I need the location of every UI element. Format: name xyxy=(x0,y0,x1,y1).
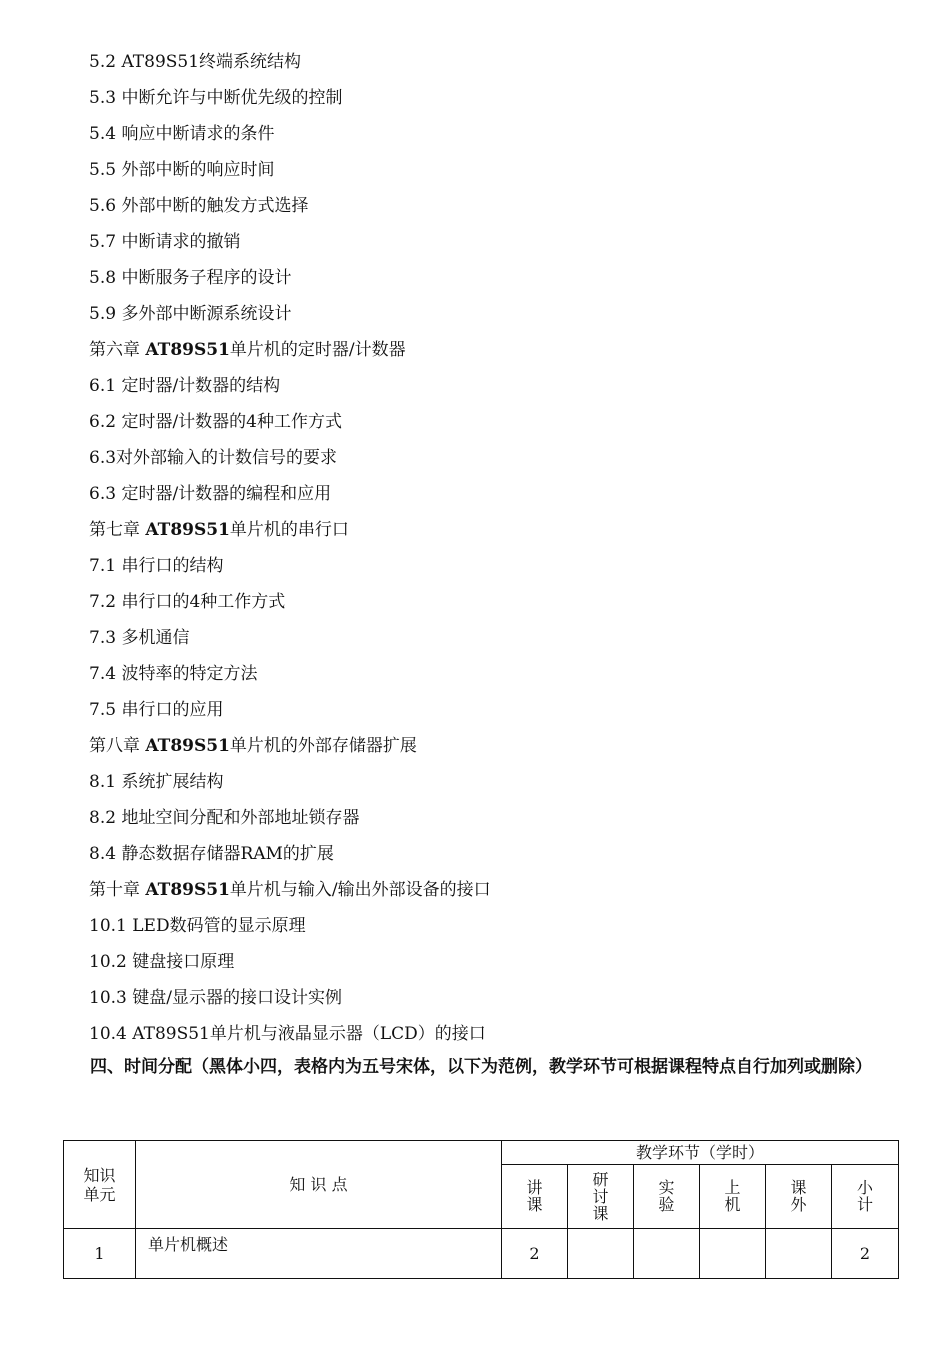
outline-line: 6.1 定时器/计数器的结构 xyxy=(89,376,281,396)
outline-line: 5.8 中断服务子程序的设计 xyxy=(89,268,292,288)
outline-line: 7.2 串行口的4种工作方式 xyxy=(89,592,286,612)
header-group: 教学环节（学时） xyxy=(502,1141,899,1165)
time-allocation-table xyxy=(63,1140,899,1279)
header-point: 知 识 点 xyxy=(136,1141,502,1229)
outline-line: 7.1 串行口的结构 xyxy=(89,556,224,576)
header-subcol: 小计 xyxy=(832,1165,899,1229)
outline-line: 5.3 中断允许与中断优先级的控制 xyxy=(89,88,343,108)
table-row xyxy=(64,1229,899,1279)
header-unit: 知识单元 xyxy=(64,1141,136,1229)
outline-line: 8.4 静态数据存储器RAM的扩展 xyxy=(89,844,334,864)
outline-line: 8.1 系统扩展结构 xyxy=(89,772,224,792)
outline-line: 第八章 AT89S51单片机的外部存储器扩展 xyxy=(89,736,417,756)
cell-point: 单片机概述 xyxy=(136,1229,502,1279)
cell-unit: 1 xyxy=(64,1229,136,1279)
outline-line: 5.6 外部中断的触发方式选择 xyxy=(89,196,309,216)
outline-line: 5.4 响应中断请求的条件 xyxy=(89,124,275,144)
cell-hours xyxy=(700,1229,766,1279)
outline-line: 6.2 定时器/计数器的4种工作方式 xyxy=(89,412,342,432)
outline-line: 10.2 键盘接口原理 xyxy=(89,952,235,972)
header-subcol: 研讨课 xyxy=(568,1165,634,1229)
cell-hours xyxy=(568,1229,634,1279)
outline-list xyxy=(89,47,491,1055)
section-heading: 四、时间分配（黑体小四，表格内为五号宋体，以下为范例，教学环节可根据课程特点自行加列或删除） xyxy=(90,1057,872,1077)
header-subcol: 实验 xyxy=(634,1165,700,1229)
outline-line: 5.5 外部中断的响应时间 xyxy=(89,160,275,180)
cell-hours: 2 xyxy=(502,1229,568,1279)
outline-line: 5.7 中断请求的撤销 xyxy=(89,232,241,252)
outline-line: 6.3 定时器/计数器的编程和应用 xyxy=(89,484,332,504)
outline-line: 6.3对外部输入的计数信号的要求 xyxy=(89,448,338,468)
outline-line: 10.4 AT89S51单片机与液晶显示器（LCD）的接口 xyxy=(89,1024,486,1044)
outline-line: 8.2 地址空间分配和外部地址锁存器 xyxy=(89,808,360,828)
outline-line: 7.3 多机通信 xyxy=(89,628,190,648)
outline-line: 7.4 波特率的特定方法 xyxy=(89,664,258,684)
outline-line: 第十章 AT89S51单片机与输入/输出外部设备的接口 xyxy=(89,880,491,900)
outline-line: 5.9 多外部中断源系统设计 xyxy=(89,304,292,324)
header-subcol: 讲课 xyxy=(502,1165,568,1229)
cell-hours xyxy=(634,1229,700,1279)
outline-line: 10.3 键盘/显示器的接口设计实例 xyxy=(89,988,342,1008)
header-subcol: 上机 xyxy=(700,1165,766,1229)
header-subcol: 课外 xyxy=(766,1165,832,1229)
outline-line: 第七章 AT89S51单片机的串行口 xyxy=(89,520,349,540)
outline-line: 5.2 AT89S51终端系统结构 xyxy=(89,52,302,72)
outline-line: 7.5 串行口的应用 xyxy=(89,700,224,720)
cell-hours: 2 xyxy=(832,1229,899,1279)
outline-line: 第六章 AT89S51单片机的定时器/计数器 xyxy=(89,340,406,360)
cell-hours xyxy=(766,1229,832,1279)
outline-line: 10.1 LED数码管的显示原理 xyxy=(89,916,306,936)
